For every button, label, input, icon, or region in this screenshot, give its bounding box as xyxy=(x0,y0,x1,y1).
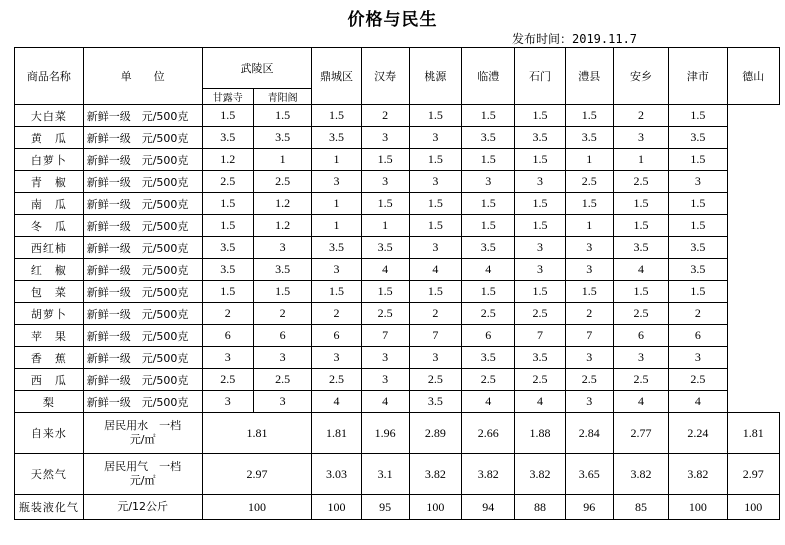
price-cell: 1.5 xyxy=(253,105,311,127)
release-date: 发布时间：2019.11.7 xyxy=(512,32,638,46)
price-cell: 3 xyxy=(565,237,613,259)
price-cell: 2 xyxy=(565,303,613,325)
price-cell: 2.5 xyxy=(613,171,668,193)
product-name: 包 菜 xyxy=(15,281,84,303)
price-cell: 4 xyxy=(361,391,409,413)
price-cell: 2.84 xyxy=(565,413,613,454)
price-cell: 6 xyxy=(312,325,361,347)
utility-name: 自来水 xyxy=(15,413,84,454)
price-cell: 2.5 xyxy=(253,171,311,193)
product-unit: 新鲜一级 元/500克 xyxy=(83,127,202,149)
price-cell: 1.5 xyxy=(253,281,311,303)
price-cell: 1.5 xyxy=(669,193,727,215)
price-cell: 4 xyxy=(409,259,461,281)
price-cell: 1.5 xyxy=(462,281,515,303)
price-cell: 2.5 xyxy=(202,171,253,193)
price-cell: 3 xyxy=(565,259,613,281)
price-cell: 2.5 xyxy=(565,369,613,391)
price-cell: 2.5 xyxy=(462,303,515,325)
product-unit: 新鲜一级 元/500克 xyxy=(83,391,202,413)
price-cell: 1.5 xyxy=(361,281,409,303)
price-cell: 2 xyxy=(253,303,311,325)
price-cell: 1.5 xyxy=(202,281,253,303)
price-cell: 100 xyxy=(669,495,727,520)
product-unit: 新鲜一级 元/500克 xyxy=(83,105,202,127)
price-cell: 3.5 xyxy=(312,237,361,259)
header-row xyxy=(15,48,780,89)
price-cell: 3 xyxy=(312,347,361,369)
header-ganlusi: 甘露寺 xyxy=(202,89,253,105)
price-cell: 3 xyxy=(669,347,727,369)
price-cell: 100 xyxy=(409,495,461,520)
utility-name: 天然气 xyxy=(15,454,84,495)
price-cell: 2 xyxy=(409,303,461,325)
price-cell: 1 xyxy=(253,149,311,171)
price-cell: 3.82 xyxy=(409,454,461,495)
product-unit: 新鲜一级 元/500克 xyxy=(83,325,202,347)
product-unit: 新鲜一级 元/500克 xyxy=(83,281,202,303)
table-row xyxy=(15,369,780,391)
price-cell: 1.5 xyxy=(515,149,565,171)
price-cell: 3.5 xyxy=(669,237,727,259)
table-row xyxy=(15,347,780,369)
price-cell: 6 xyxy=(462,325,515,347)
table-row xyxy=(15,413,780,454)
price-cell: 3 xyxy=(253,237,311,259)
price-cell: 1.5 xyxy=(409,281,461,303)
price-cell: 6 xyxy=(202,325,253,347)
price-cell: 6 xyxy=(253,325,311,347)
price-cell: 3.82 xyxy=(669,454,727,495)
header-region: 安乡 xyxy=(613,48,668,105)
price-cell: 3.5 xyxy=(253,127,311,149)
header-region: 石门 xyxy=(515,48,565,105)
price-cell: 2.24 xyxy=(669,413,727,454)
price-cell: 88 xyxy=(515,495,565,520)
price-cell: 1.5 xyxy=(409,105,461,127)
table-row xyxy=(15,281,780,303)
price-cell: 1.96 xyxy=(361,413,409,454)
utility-unit xyxy=(83,495,202,520)
price-cell: 7 xyxy=(515,325,565,347)
price-cell: 1.5 xyxy=(613,215,668,237)
product-name: 西红柿 xyxy=(15,237,84,259)
price-cell: 1.5 xyxy=(462,215,515,237)
price-cell: 96 xyxy=(565,495,613,520)
price-cell: 3 xyxy=(515,171,565,193)
price-cell: 3.5 xyxy=(669,259,727,281)
table-row xyxy=(15,495,780,520)
header-region: 津市 xyxy=(669,48,727,105)
price-cell: 3.82 xyxy=(515,454,565,495)
price-cell: 3 xyxy=(361,171,409,193)
price-cell: 2.5 xyxy=(462,369,515,391)
price-cell: 4 xyxy=(613,391,668,413)
price-cell: 3 xyxy=(462,171,515,193)
price-cell: 3 xyxy=(613,347,668,369)
price-cell: 1.5 xyxy=(669,281,727,303)
price-cell: 1.5 xyxy=(202,215,253,237)
table-row xyxy=(15,303,780,325)
table-row xyxy=(15,325,780,347)
utility-unit-line1: 元/12公斤 xyxy=(117,500,169,513)
product-name: 大白菜 xyxy=(15,105,84,127)
price-cell: 3 xyxy=(669,171,727,193)
price-cell: 1.88 xyxy=(515,413,565,454)
price-cell: 2.5 xyxy=(312,369,361,391)
price-cell: 6 xyxy=(669,325,727,347)
price-cell: 4 xyxy=(613,259,668,281)
table-row xyxy=(15,149,780,171)
price-cell: 85 xyxy=(613,495,668,520)
product-name: 红 椒 xyxy=(15,259,84,281)
price-cell: 1.5 xyxy=(312,281,361,303)
price-cell: 1.5 xyxy=(361,149,409,171)
price-cell: 3 xyxy=(409,347,461,369)
price-cell: 1.5 xyxy=(462,105,515,127)
price-cell: 3 xyxy=(409,237,461,259)
price-cell: 3 xyxy=(565,391,613,413)
product-name: 白萝卜 xyxy=(15,149,84,171)
price-cell: 1.5 xyxy=(462,193,515,215)
product-name: 香 蕉 xyxy=(15,347,84,369)
price-cell: 1.5 xyxy=(669,215,727,237)
product-name: 胡萝卜 xyxy=(15,303,84,325)
price-cell: 2.5 xyxy=(515,303,565,325)
price-cell: 1.5 xyxy=(515,193,565,215)
price-cell: 1.5 xyxy=(462,149,515,171)
price-cell: 3 xyxy=(202,391,253,413)
header-region: 桃源 xyxy=(409,48,461,105)
table-row xyxy=(15,193,780,215)
header-region: 鼎城区 xyxy=(312,48,361,105)
price-cell: 2.5 xyxy=(613,369,668,391)
price-cell: 1.5 xyxy=(669,149,727,171)
price-cell: 1 xyxy=(312,149,361,171)
price-cell: 3.5 xyxy=(312,127,361,149)
price-cell: 7 xyxy=(565,325,613,347)
price-cell: 100 xyxy=(727,495,779,520)
product-unit: 新鲜一级 元/500克 xyxy=(83,237,202,259)
price-cell: 3 xyxy=(361,127,409,149)
price-cell: 3 xyxy=(312,259,361,281)
price-cell: 95 xyxy=(361,495,409,520)
utility-unit-line2: 元/㎡ xyxy=(129,474,156,487)
price-cell: 3.5 xyxy=(361,237,409,259)
price-cell: 2.66 xyxy=(462,413,515,454)
price-cell: 3.5 xyxy=(613,237,668,259)
price-cell: 3 xyxy=(515,237,565,259)
product-name: 冬 瓜 xyxy=(15,215,84,237)
product-unit: 新鲜一级 元/500克 xyxy=(83,215,202,237)
price-cell: 3 xyxy=(361,369,409,391)
price-cell: 1.5 xyxy=(613,193,668,215)
price-cell: 3.5 xyxy=(669,127,727,149)
header-region: 汉寿 xyxy=(361,48,409,105)
product-unit: 新鲜一级 元/500克 xyxy=(83,347,202,369)
price-cell: 2.97 xyxy=(727,454,779,495)
price-cell: 3.5 xyxy=(253,259,311,281)
wuling-price-cell: 100 xyxy=(202,495,312,520)
price-cell: 1 xyxy=(613,149,668,171)
price-cell: 3 xyxy=(613,127,668,149)
product-unit: 新鲜一级 元/500克 xyxy=(83,259,202,281)
price-cell: 2.5 xyxy=(565,171,613,193)
product-unit: 新鲜一级 元/500克 xyxy=(83,193,202,215)
header-region: 德山 xyxy=(727,48,779,105)
price-cell: 3 xyxy=(515,259,565,281)
price-cell: 2.77 xyxy=(613,413,668,454)
header-region: 临澧 xyxy=(462,48,515,105)
table-row xyxy=(15,454,780,495)
price-cell: 2.5 xyxy=(253,369,311,391)
price-cell: 100 xyxy=(312,495,361,520)
price-cell: 4 xyxy=(462,259,515,281)
price-cell: 1.5 xyxy=(613,281,668,303)
price-cell: 3 xyxy=(253,391,311,413)
table-row xyxy=(15,391,780,413)
price-cell: 3.5 xyxy=(565,127,613,149)
price-cell: 1.81 xyxy=(312,413,361,454)
price-cell: 1.5 xyxy=(565,105,613,127)
price-cell: 3.03 xyxy=(312,454,361,495)
product-name: 青 椒 xyxy=(15,171,84,193)
price-cell: 1.5 xyxy=(409,149,461,171)
product-name: 梨 xyxy=(15,391,84,413)
price-cell: 3.5 xyxy=(462,237,515,259)
price-cell: 2 xyxy=(613,105,668,127)
product-unit: 新鲜一级 元/500克 xyxy=(83,303,202,325)
price-cell: 1 xyxy=(565,215,613,237)
product-unit: 新鲜一级 元/500克 xyxy=(83,369,202,391)
price-cell: 2.5 xyxy=(669,369,727,391)
product-name: 黄 瓜 xyxy=(15,127,84,149)
price-cell: 1.81 xyxy=(727,413,779,454)
price-cell: 3.5 xyxy=(409,391,461,413)
table-row xyxy=(15,259,780,281)
price-cell: 2 xyxy=(669,303,727,325)
price-cell: 1.5 xyxy=(515,105,565,127)
price-cell: 3.5 xyxy=(462,127,515,149)
price-cell: 1.5 xyxy=(312,105,361,127)
price-cell: 2.5 xyxy=(202,369,253,391)
price-cell: 3.82 xyxy=(462,454,515,495)
price-cell: 2 xyxy=(202,303,253,325)
product-name: 苹 果 xyxy=(15,325,84,347)
price-cell: 3 xyxy=(565,347,613,369)
price-cell: 7 xyxy=(361,325,409,347)
price-cell: 1.5 xyxy=(515,281,565,303)
price-cell: 1.5 xyxy=(565,281,613,303)
header-product: 商品名称 xyxy=(15,48,84,105)
price-cell: 3.5 xyxy=(202,237,253,259)
price-cell: 4 xyxy=(462,391,515,413)
utility-unit xyxy=(83,413,202,454)
price-cell: 4 xyxy=(669,391,727,413)
price-cell: 1.5 xyxy=(361,193,409,215)
price-cell: 1.2 xyxy=(202,149,253,171)
price-cell: 1.2 xyxy=(253,215,311,237)
table-row xyxy=(15,237,780,259)
header-unit: 单 位 xyxy=(83,48,202,105)
wuling-price-cell: 1.81 xyxy=(202,413,312,454)
utility-name: 瓶装液化气 xyxy=(15,495,84,520)
price-cell: 2 xyxy=(312,303,361,325)
table-row xyxy=(15,105,780,127)
product-unit: 新鲜一级 元/500克 xyxy=(83,171,202,193)
price-cell: 94 xyxy=(462,495,515,520)
price-cell: 3.65 xyxy=(565,454,613,495)
price-cell: 4 xyxy=(515,391,565,413)
price-cell: 1 xyxy=(361,215,409,237)
price-cell: 2.5 xyxy=(613,303,668,325)
price-cell: 3 xyxy=(409,127,461,149)
header-wuling: 武陵区 xyxy=(202,48,312,89)
price-cell: 3.5 xyxy=(515,347,565,369)
price-cell: 3.5 xyxy=(515,127,565,149)
price-cell: 6 xyxy=(613,325,668,347)
price-cell: 3.5 xyxy=(462,347,515,369)
price-cell: 7 xyxy=(409,325,461,347)
utility-unit-line2: 元/㎡ xyxy=(129,433,156,446)
price-cell: 3 xyxy=(202,347,253,369)
price-cell: 1.5 xyxy=(515,215,565,237)
price-cell: 2 xyxy=(361,105,409,127)
price-cell: 3.5 xyxy=(202,259,253,281)
product-name: 西 瓜 xyxy=(15,369,84,391)
price-cell: 2.5 xyxy=(515,369,565,391)
price-cell: 1 xyxy=(565,149,613,171)
price-cell: 1.5 xyxy=(202,105,253,127)
price-cell: 1.5 xyxy=(565,193,613,215)
price-cell: 2.89 xyxy=(409,413,461,454)
header-region: 澧县 xyxy=(565,48,613,105)
table-row xyxy=(15,215,780,237)
table-row xyxy=(15,127,780,149)
price-cell: 1.5 xyxy=(202,193,253,215)
price-cell: 1 xyxy=(312,215,361,237)
price-cell: 1.5 xyxy=(409,215,461,237)
price-cell: 3.1 xyxy=(361,454,409,495)
price-cell: 1.2 xyxy=(253,193,311,215)
price-cell: 2.5 xyxy=(361,303,409,325)
price-cell: 2.5 xyxy=(409,369,461,391)
utility-unit-line1: 居民用水 一档 xyxy=(104,419,182,432)
price-table xyxy=(14,47,780,520)
product-name: 南 瓜 xyxy=(15,193,84,215)
price-cell: 3.5 xyxy=(202,127,253,149)
product-unit: 新鲜一级 元/500克 xyxy=(83,149,202,171)
price-cell: 1.5 xyxy=(669,105,727,127)
wuling-price-cell: 2.97 xyxy=(202,454,312,495)
price-cell: 1 xyxy=(312,193,361,215)
page-title: 价格与民生 xyxy=(347,10,438,30)
price-cell: 4 xyxy=(361,259,409,281)
price-cell: 3 xyxy=(253,347,311,369)
price-cell: 3.82 xyxy=(613,454,668,495)
header-qingyangge: 青阳阁 xyxy=(253,89,311,105)
price-cell: 3 xyxy=(409,171,461,193)
table-row xyxy=(15,171,780,193)
price-cell: 4 xyxy=(312,391,361,413)
utility-unit-line1: 居民用气 一档 xyxy=(104,460,182,473)
utility-unit xyxy=(83,454,202,495)
price-cell: 1.5 xyxy=(409,193,461,215)
price-cell: 3 xyxy=(312,171,361,193)
price-cell: 3 xyxy=(361,347,409,369)
